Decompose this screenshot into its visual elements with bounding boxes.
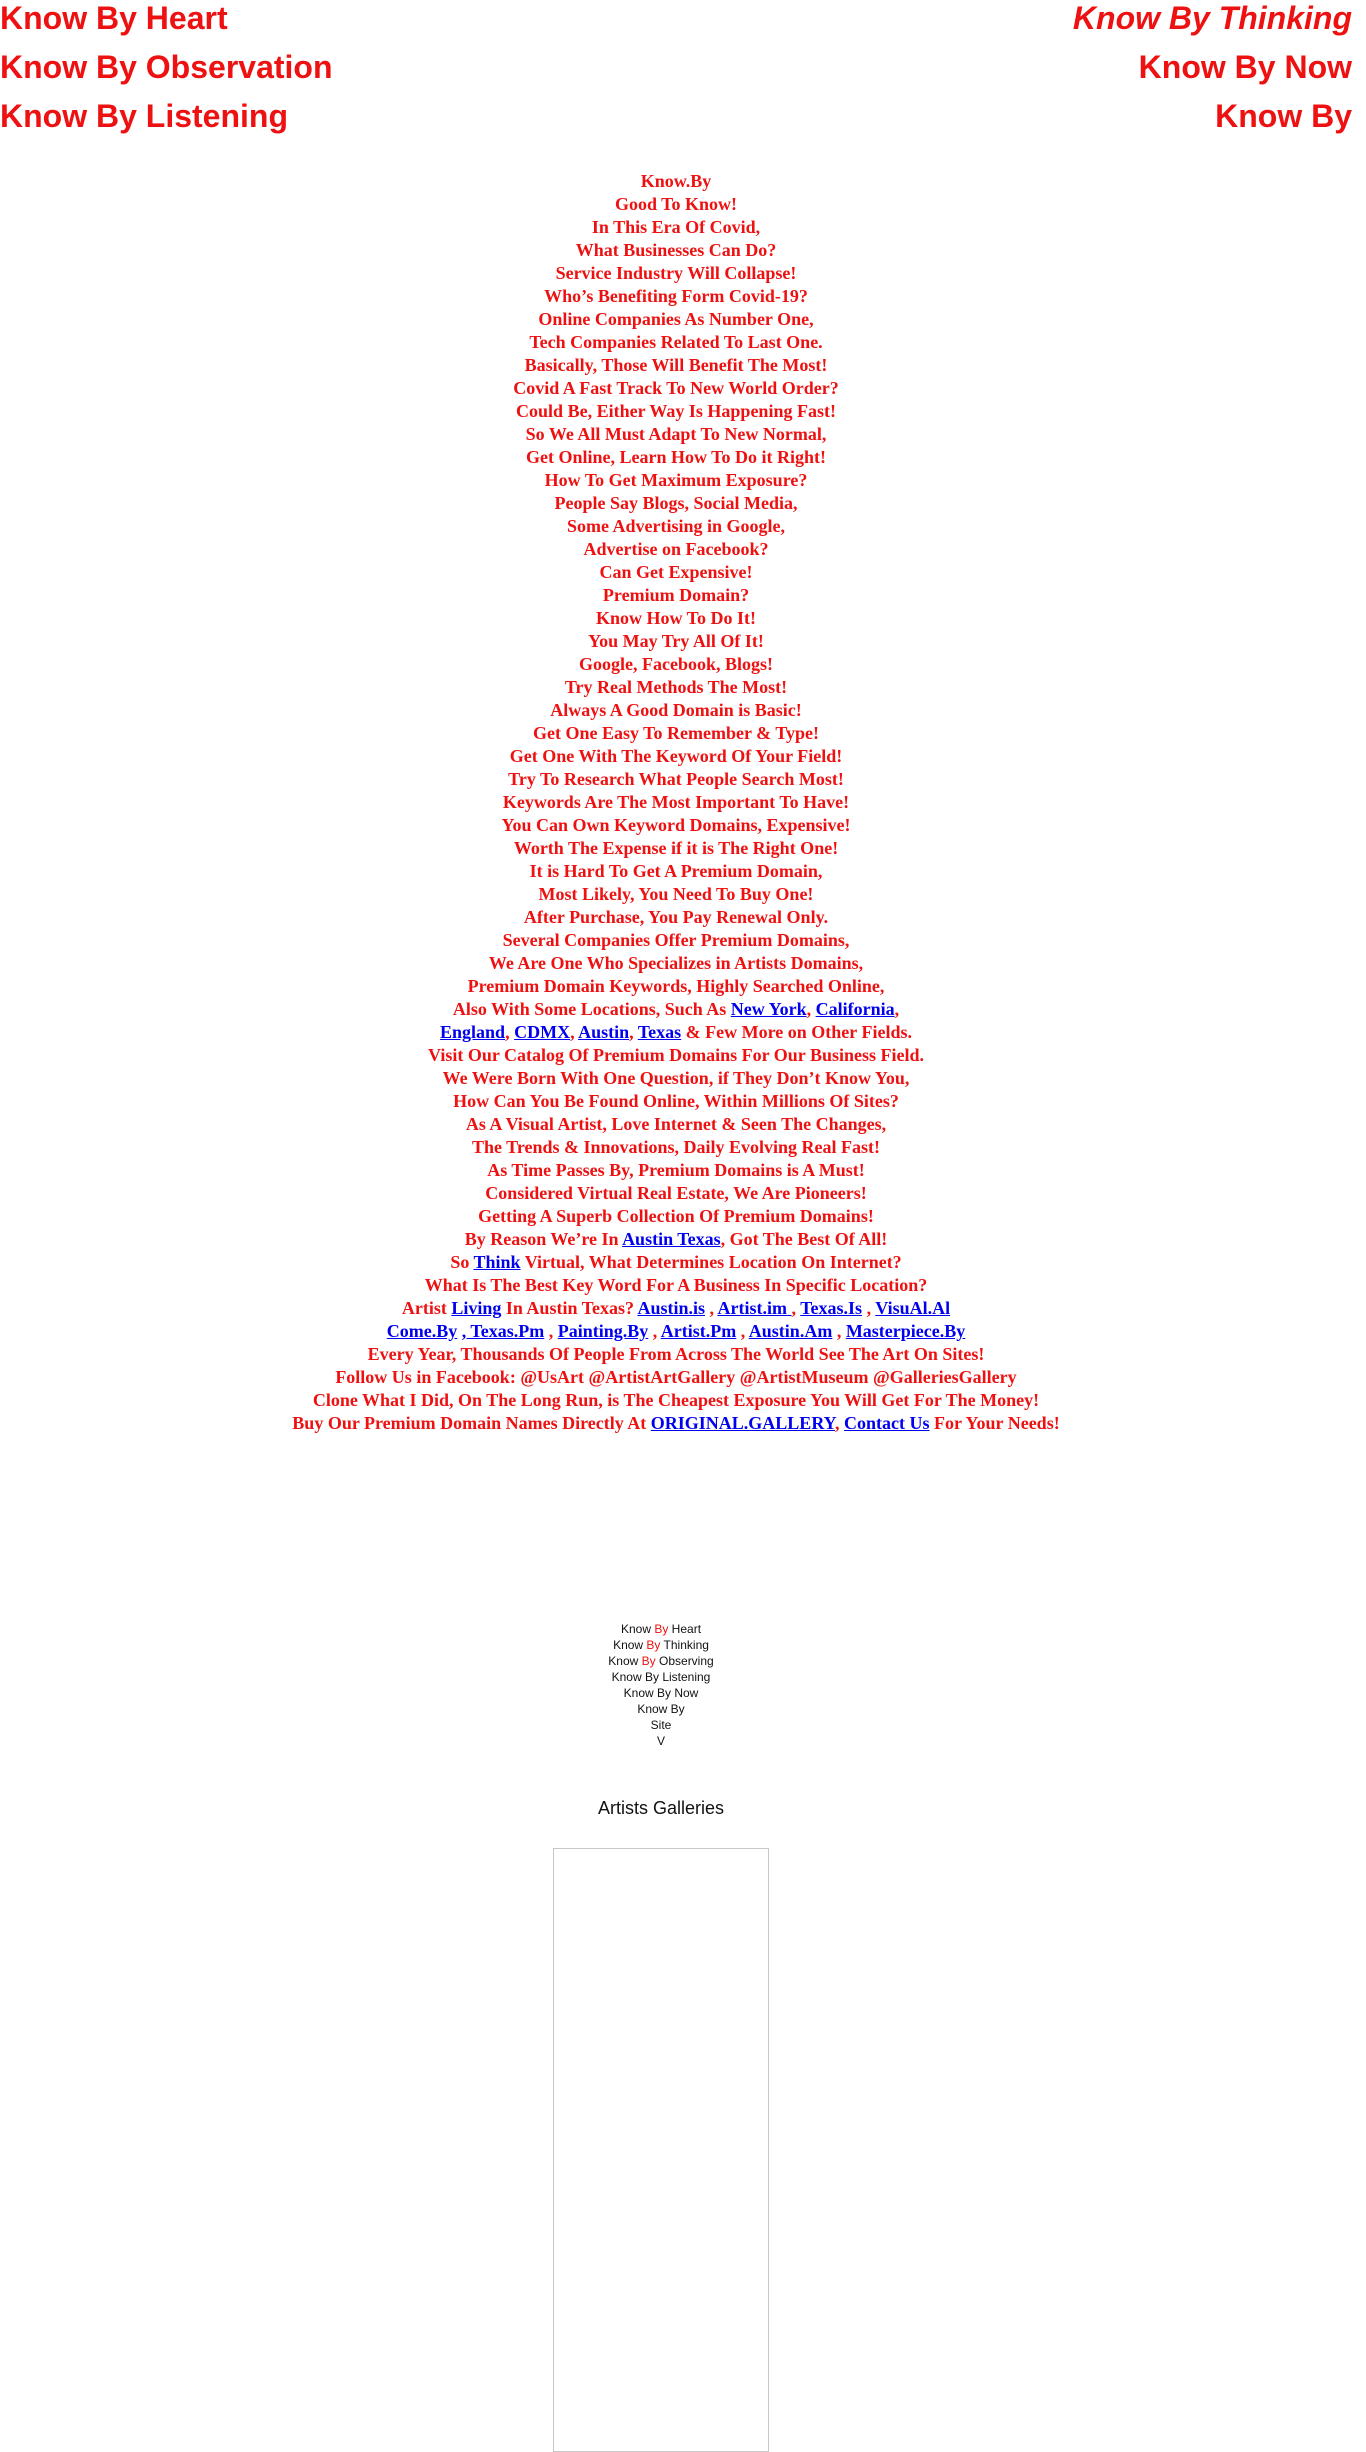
text-segment: As Time Passes By, Premium Domains is A Must! [487,1160,865,1180]
inline-link[interactable]: Contact Us [844,1413,930,1433]
inline-link[interactable]: Texas [637,1022,682,1042]
mini-nav-item[interactable] [0,1621,1322,1637]
text-segment: After Purchase, You Pay Renewal Only. [523,907,829,927]
text-segment: As A Visual Artist, Love Internet & Seen The Changes, [465,1114,887,1134]
text-segment: You May Try All Of It! [588,631,764,651]
mini-nav-accent: By [654,1622,669,1636]
inline-link[interactable]: Austin Texas [622,1229,721,1249]
inline-link[interactable]: Texas.Is [800,1298,863,1318]
text-segment: Get One With The Keyword Of Your Field! [509,746,843,766]
mini-nav-item[interactable] [0,1669,1322,1685]
text-segment: , [705,1298,718,1318]
header-link-know-by-thinking[interactable]: Know By Thinking [1072,0,1352,36]
text-segment: So [450,1252,474,1272]
text-line [0,745,1352,768]
mini-nav-label: Heart [668,1622,702,1636]
mini-nav-label: Observing [655,1654,714,1668]
text-segment: Buy Our Premium Domain Names Directly At [292,1413,651,1433]
text-line [0,1389,1352,1412]
text-segment: , [736,1321,749,1341]
text-segment: It is Hard To Get A Premium Domain, [529,861,823,881]
text-line [0,170,1352,193]
text-segment: Worth The Expense if it is The Right One! [513,838,839,858]
text-line [0,607,1352,630]
text-line [0,400,1352,423]
gallery-embed-frame[interactable] [553,1848,769,2452]
mini-nav-label: Know By [637,1702,685,1716]
mini-nav-item[interactable] [0,1733,1322,1749]
text-segment: Good To Know! [614,194,738,214]
text-line [0,262,1352,285]
text-line [0,1090,1352,1113]
inline-link[interactable]: , Texas.Pm [461,1321,545,1341]
text-line [0,837,1352,860]
mini-nav [0,1621,1322,1749]
text-segment: Visit Our Catalog Of Premium Domains For Our Business Field. [427,1045,925,1065]
text-line [0,975,1352,998]
mini-nav-label: Site [650,1718,672,1732]
text-line [0,791,1352,814]
mini-nav-label: Thinking [660,1638,709,1652]
header-link-know-by-listening[interactable]: Know By Listening [0,98,288,134]
text-line [0,883,1352,906]
text-line [0,584,1352,607]
text-segment: , [894,999,900,1019]
text-line [0,1044,1352,1067]
text-segment: Could Be, Either Way Is Happening Fast! [516,401,836,421]
text-line [0,423,1352,446]
text-segment: How To Get Maximum Exposure? [544,470,808,490]
text-segment: What Is The Best Key Word For A Business In Specific Location? [424,1275,928,1295]
mini-nav-item[interactable] [0,1653,1322,1669]
text-segment: , [629,1022,638,1042]
text-line [0,216,1352,239]
text-line [0,630,1352,653]
header [0,0,1366,150]
text-line [0,469,1352,492]
text-segment: , [544,1321,558,1341]
text-line [0,722,1352,745]
mini-nav-label: Know [613,1638,647,1652]
text-line [0,331,1352,354]
text-segment: Google, Facebook, Blogs! [579,654,773,674]
text-line [0,653,1352,676]
text-line [0,561,1352,584]
text-line [0,1343,1352,1366]
header-link-know-by-now[interactable]: Know By Now [1138,49,1352,85]
text-line [0,538,1352,561]
header-row [0,98,1352,138]
text-segment: , [862,1298,876,1318]
inline-link[interactable]: New York [730,999,807,1019]
inline-link[interactable]: Living [451,1298,502,1318]
text-segment: Virtual, What Determines Location On Internet? [520,1252,902,1272]
text-segment: Clone What I Did, On The Long Run, is The Cheapest Exposure You Will Get For The Money! [312,1390,1040,1410]
text-segment: In Austin Texas? [501,1298,638,1318]
text-segment: Also With Some Locations, Such As [452,999,731,1019]
text-line [0,1366,1352,1389]
inline-link[interactable]: Austin.Am [748,1321,833,1341]
mini-nav-label: Know [620,1622,655,1636]
text-segment: You Can Own Keyword Domains, Expensive! [501,815,851,835]
text-segment: Most Likely, You Need To Buy One! [538,884,814,904]
text-line [0,1113,1352,1136]
main-text-block [0,170,1352,1435]
text-segment: Premium Domain? [602,585,750,605]
mini-nav-item[interactable] [0,1685,1322,1701]
text-segment: Advertise on Facebook? [583,539,769,559]
text-segment: People Say Blogs, Social Media, [554,493,798,513]
mini-nav-item[interactable] [0,1637,1322,1653]
mini-nav-accent: By [641,1654,656,1668]
text-line [0,1228,1352,1251]
text-line [0,998,1352,1021]
text-segment: Premium Domain Keywords, Highly Searched Online, [467,976,885,996]
text-segment: Can Get Expensive! [599,562,753,582]
mini-nav-label: V [656,1734,665,1748]
text-segment: Keywords Are The Most Important To Have! [502,792,850,812]
inline-link[interactable]: ORIGINAL.GALLERY [650,1413,836,1433]
text-segment: Know.By [640,171,712,191]
text-line [0,1412,1352,1435]
text-line [0,906,1352,929]
text-segment: Basically, Those Will Benefit The Most! [524,355,828,375]
text-line [0,1067,1352,1090]
header-link-know-by[interactable]: Know By [1215,98,1352,134]
text-segment: Considered Virtual Real Estate, We Are Pioneers! [485,1183,867,1203]
text-line [0,193,1352,216]
text-line [0,768,1352,791]
text-line [0,1182,1352,1205]
text-segment: Online Companies As Number One, [538,309,814,329]
text-segment: We Were Born With One Question, if They Don’t Know You, [442,1068,910,1088]
text-segment: Artist [401,1298,452,1318]
header-link-know-by-heart[interactable]: Know By Heart [0,0,228,36]
text-segment: Covid A Fast Track To New World Order? [513,378,839,398]
inline-link[interactable]: CDMX [514,1022,571,1042]
inline-link[interactable]: England [440,1022,506,1042]
header-link-know-by-observation[interactable]: Know By Observation [0,49,333,85]
mini-nav-label: Know [608,1654,642,1668]
text-segment: Tech Companies Related To Last One. [529,332,823,352]
text-line [0,446,1352,469]
text-line [0,814,1352,837]
text-line [0,285,1352,308]
text-line [0,676,1352,699]
text-segment: Always A Good Domain is Basic! [550,700,802,720]
text-line [0,699,1352,722]
inline-link[interactable]: Austin [578,1022,630,1042]
text-line [0,1136,1352,1159]
text-line [0,1274,1352,1297]
text-segment: How Can You Be Found Online, Within Millions Of Sites? [453,1091,899,1111]
text-segment: Service Industry Will Collapse! [555,263,797,283]
text-segment: , [505,1022,515,1042]
text-segment: & Few More on Other Fields. [681,1022,912,1042]
text-line [0,239,1352,262]
text-segment: Know How To Do It! [595,608,757,628]
text-line [0,377,1352,400]
gallery-title: Artists Galleries [597,1798,725,1818]
inline-link[interactable]: VisuAl.Al [875,1298,951,1318]
text-line [0,860,1352,883]
inline-link[interactable]: Masterpiece.By [845,1321,966,1341]
mini-nav-item[interactable] [0,1701,1322,1717]
text-segment: What Businesses Can Do? [575,240,777,260]
text-line [0,354,1352,377]
text-line [0,308,1352,331]
text-segment: We Are One Who Specializes in Artists Domains, [488,953,864,973]
text-segment: Try Real Methods The Most! [564,677,788,697]
header-row [0,49,1352,89]
text-segment: Who’s Benefiting Form Covid-19? [544,286,808,306]
text-segment: Getting A Superb Collection Of Premium Domains! [478,1206,874,1226]
text-segment: The Trends & Innovations, Daily Evolving Real Fast! [471,1137,881,1157]
mini-nav-label: Know By Now [623,1686,699,1700]
header-row [0,0,1352,40]
text-segment: For Your Needs! [929,1413,1060,1433]
text-segment: , [791,1298,801,1318]
text-segment: , [648,1321,661,1341]
text-segment: Several Companies Offer Premium Domains, [502,930,850,950]
inline-link[interactable]: Think [473,1252,521,1272]
inline-link[interactable]: Artist.im [717,1298,792,1318]
inline-link[interactable]: Artist.Pm [660,1321,737,1341]
text-line [0,492,1352,515]
text-line [0,1297,1352,1320]
text-line [0,952,1352,975]
inline-link[interactable]: Come.By [386,1321,458,1341]
inline-link[interactable]: California [815,999,895,1019]
text-segment: Every Year, Thousands Of People From Across The World See The Art On Sites! [367,1344,985,1364]
text-segment: , Got The Best Of All! [720,1229,888,1249]
text-segment: , [835,1413,845,1433]
text-line [0,1159,1352,1182]
text-segment: Try To Research What People Search Most! [508,769,844,789]
text-line [0,1320,1352,1343]
mini-nav-label: Know By Listening [611,1670,711,1684]
text-line [0,1251,1352,1274]
inline-link[interactable]: Austin.is [637,1298,706,1318]
text-segment: , [806,999,816,1019]
inline-link[interactable]: Painting.By [557,1321,649,1341]
text-line [0,515,1352,538]
text-segment: Some Advertising in Google, [566,516,785,536]
text-line [0,1205,1352,1228]
text-segment: , [832,1321,846,1341]
text-segment: By Reason We’re In [464,1229,623,1249]
mini-nav-item[interactable] [0,1717,1322,1733]
text-segment: So We All Must Adapt To New Normal, [525,424,827,444]
text-line [0,1021,1352,1044]
text-segment: Follow Us in Facebook: @UsArt @ArtistArtGallery @ArtistMuseum @GalleriesGallery [335,1367,1017,1387]
text-segment: , [570,1022,579,1042]
text-segment: Get Online, Learn How To Do it Right! [525,447,826,467]
text-line [0,929,1352,952]
text-segment: In This Era Of Covid, [591,217,761,237]
text-segment: Get One Easy To Remember & Type! [533,723,819,743]
mini-nav-accent: By [646,1638,661,1652]
